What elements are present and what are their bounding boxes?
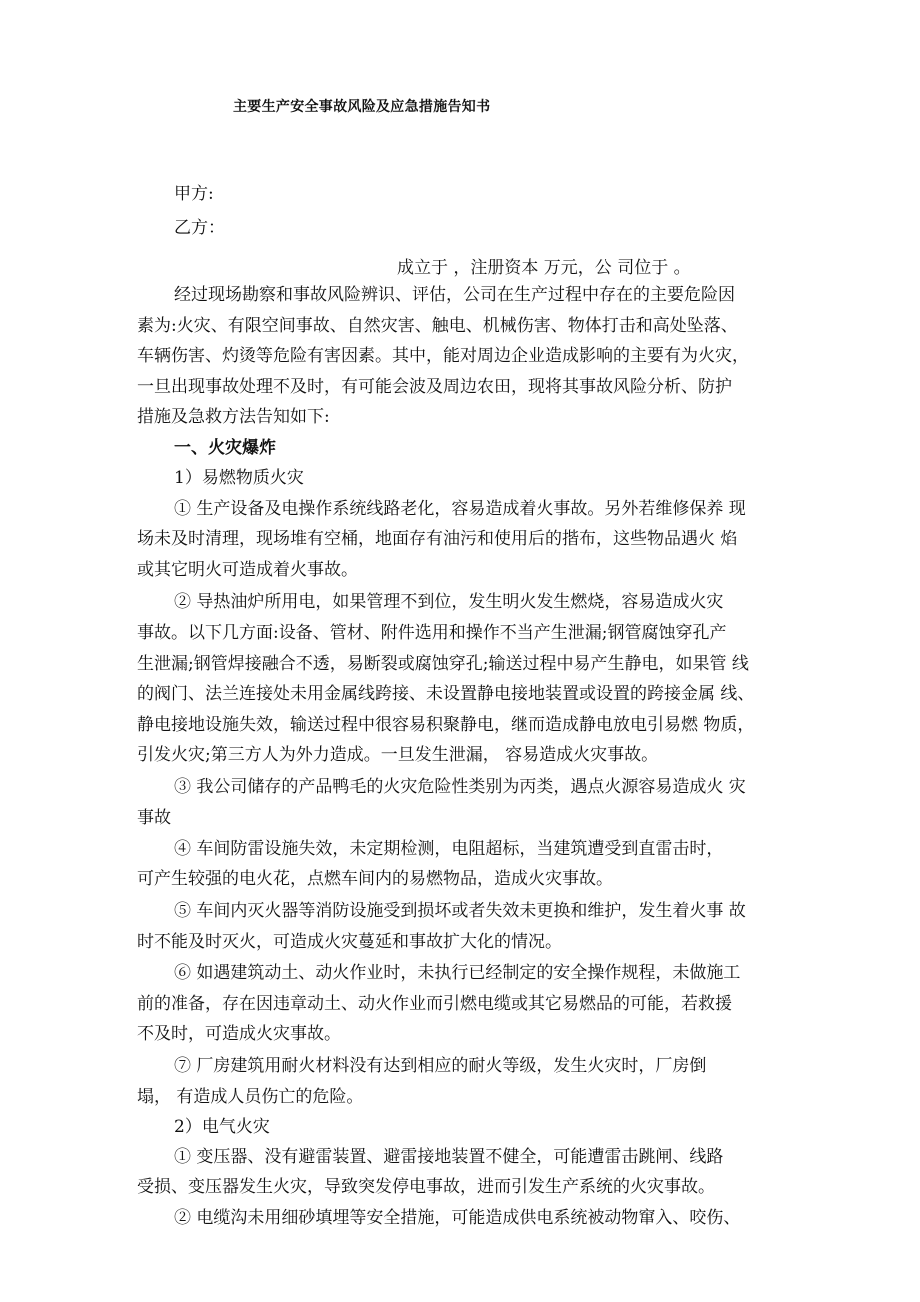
section-heading: 一、火灾爆炸 [174,438,276,458]
document-title: 主要生产安全事故风险及应急措施告知书 [233,99,491,115]
item-line: ② 导热油炉所用电，如果管理不到位，发生明火发生燃烧，容易造成火灾 [174,592,724,612]
item-line: ① 变压器、没有避雷装置、避雷接地装置不健全，可能遭雷击跳闸、线路 [174,1147,724,1167]
item-line: 塌， 有造成人员伤亡的危险。 [137,1087,364,1107]
intro-line: 车辆伤害、灼烫等危险有害因素。其中，能对周边企业造成影响的主要有为火灾， [137,346,749,366]
intro-line: 经过现场勘察和事故风险辨识、评估，公司在生产过程中存在的主要危险因 [174,285,735,305]
intro-line: 措施及急救方法告知如下: [137,407,330,427]
item-line: ① 生产设备及电操作系统线路老化，容易造成着火事故。另外若维修保养 现 [174,499,746,519]
item-line: 可产生较强的电火花，点燃车间内的易燃物品，造成火灾事故。 [137,869,613,889]
item-line: ③ 我公司储存的产品鸭毛的火灾危险性类别为丙类，遇点火源容易造成火 灾 [174,777,746,797]
item-line: 生泄漏;钢管焊接融合不透，易断裂或腐蚀穿孔;输送过程中易产生静电，如果管 线 [137,654,749,674]
item-line: 事故。以下几方面:设备、管材、附件选用和操作不当产生泄漏;钢管腐蚀穿孔产 [137,623,727,643]
item-line: ② 电缆沟未用细砂填埋等安全措施，可能造成供电系统被动物窜入、咬伤、 [174,1208,741,1228]
item-line: 的阀门、法兰连接处未用金属线跨接、未设置静电接地装置或设置的跨接金属 线、 [137,684,755,704]
item-line: ⑤ 车间内灭火器等消防设施受到损坏或者失效未更换和维护，发生着火事 故 [174,901,746,921]
intro-line: 一旦出现事故处理不及时，有可能会波及周边农田，现将其事故风险分析、防护 [137,377,732,397]
item-line: ⑥ 如遇建筑动土、动火作业时，未执行已经制定的安全操作规程，未做施工 [174,963,741,983]
item-line: ⑦ 厂房建筑用耐火材料没有达到相应的耐火等级，发生火灾时，厂房倒 [174,1056,707,1076]
party-a-label: 甲方: [174,184,214,204]
item-line: 不及时，可造成火灾事故。 [137,1024,341,1044]
item-line: 受损、变压器发生火灾，导致突发停电事故，进而引发生产系统的火灾事故。 [137,1177,715,1197]
item-line: 时不能及时灭火，可造成火灾蔓延和事故扩大化的情况。 [137,932,562,952]
item-line: 前的准备，存在因违章动土、动火作业而引燃电缆或其它易燃品的可能，若救援 [137,994,732,1014]
company-info: 成立于 ，注册资本 万元，公 司位于 。 [397,258,691,278]
item-line: ④ 车间防雷设施失效，未定期检测，电阻超标，当建筑遭受到直雷击时， [174,839,724,859]
item-line: 静电接地设施失效，输送过程中很容易积聚静电，继而造成静电放电引易燃 物质， [137,715,755,735]
subsection-heading: 2）电气火灾 [174,1117,270,1137]
item-line: 或其它明火可造成着火事故。 [137,560,358,580]
intro-line: 素为:火灾、有限空间事故、自然灾害、触电、机械伤害、物体打击和高处坠落、 [137,316,738,336]
item-line: 场未及时清理，现场堆有空桶，地面存有油污和使用后的揩布，这些物品遇火 焰 [137,529,738,549]
item-line: 事故 [137,808,171,828]
party-b-label: 乙方： [174,218,225,238]
item-line: 引发火灾;第三方人为外力造成。一旦发生泄漏， 容易造成火灾事故。 [137,745,659,765]
subsection-heading: 1）易燃物质火灾 [174,468,304,488]
